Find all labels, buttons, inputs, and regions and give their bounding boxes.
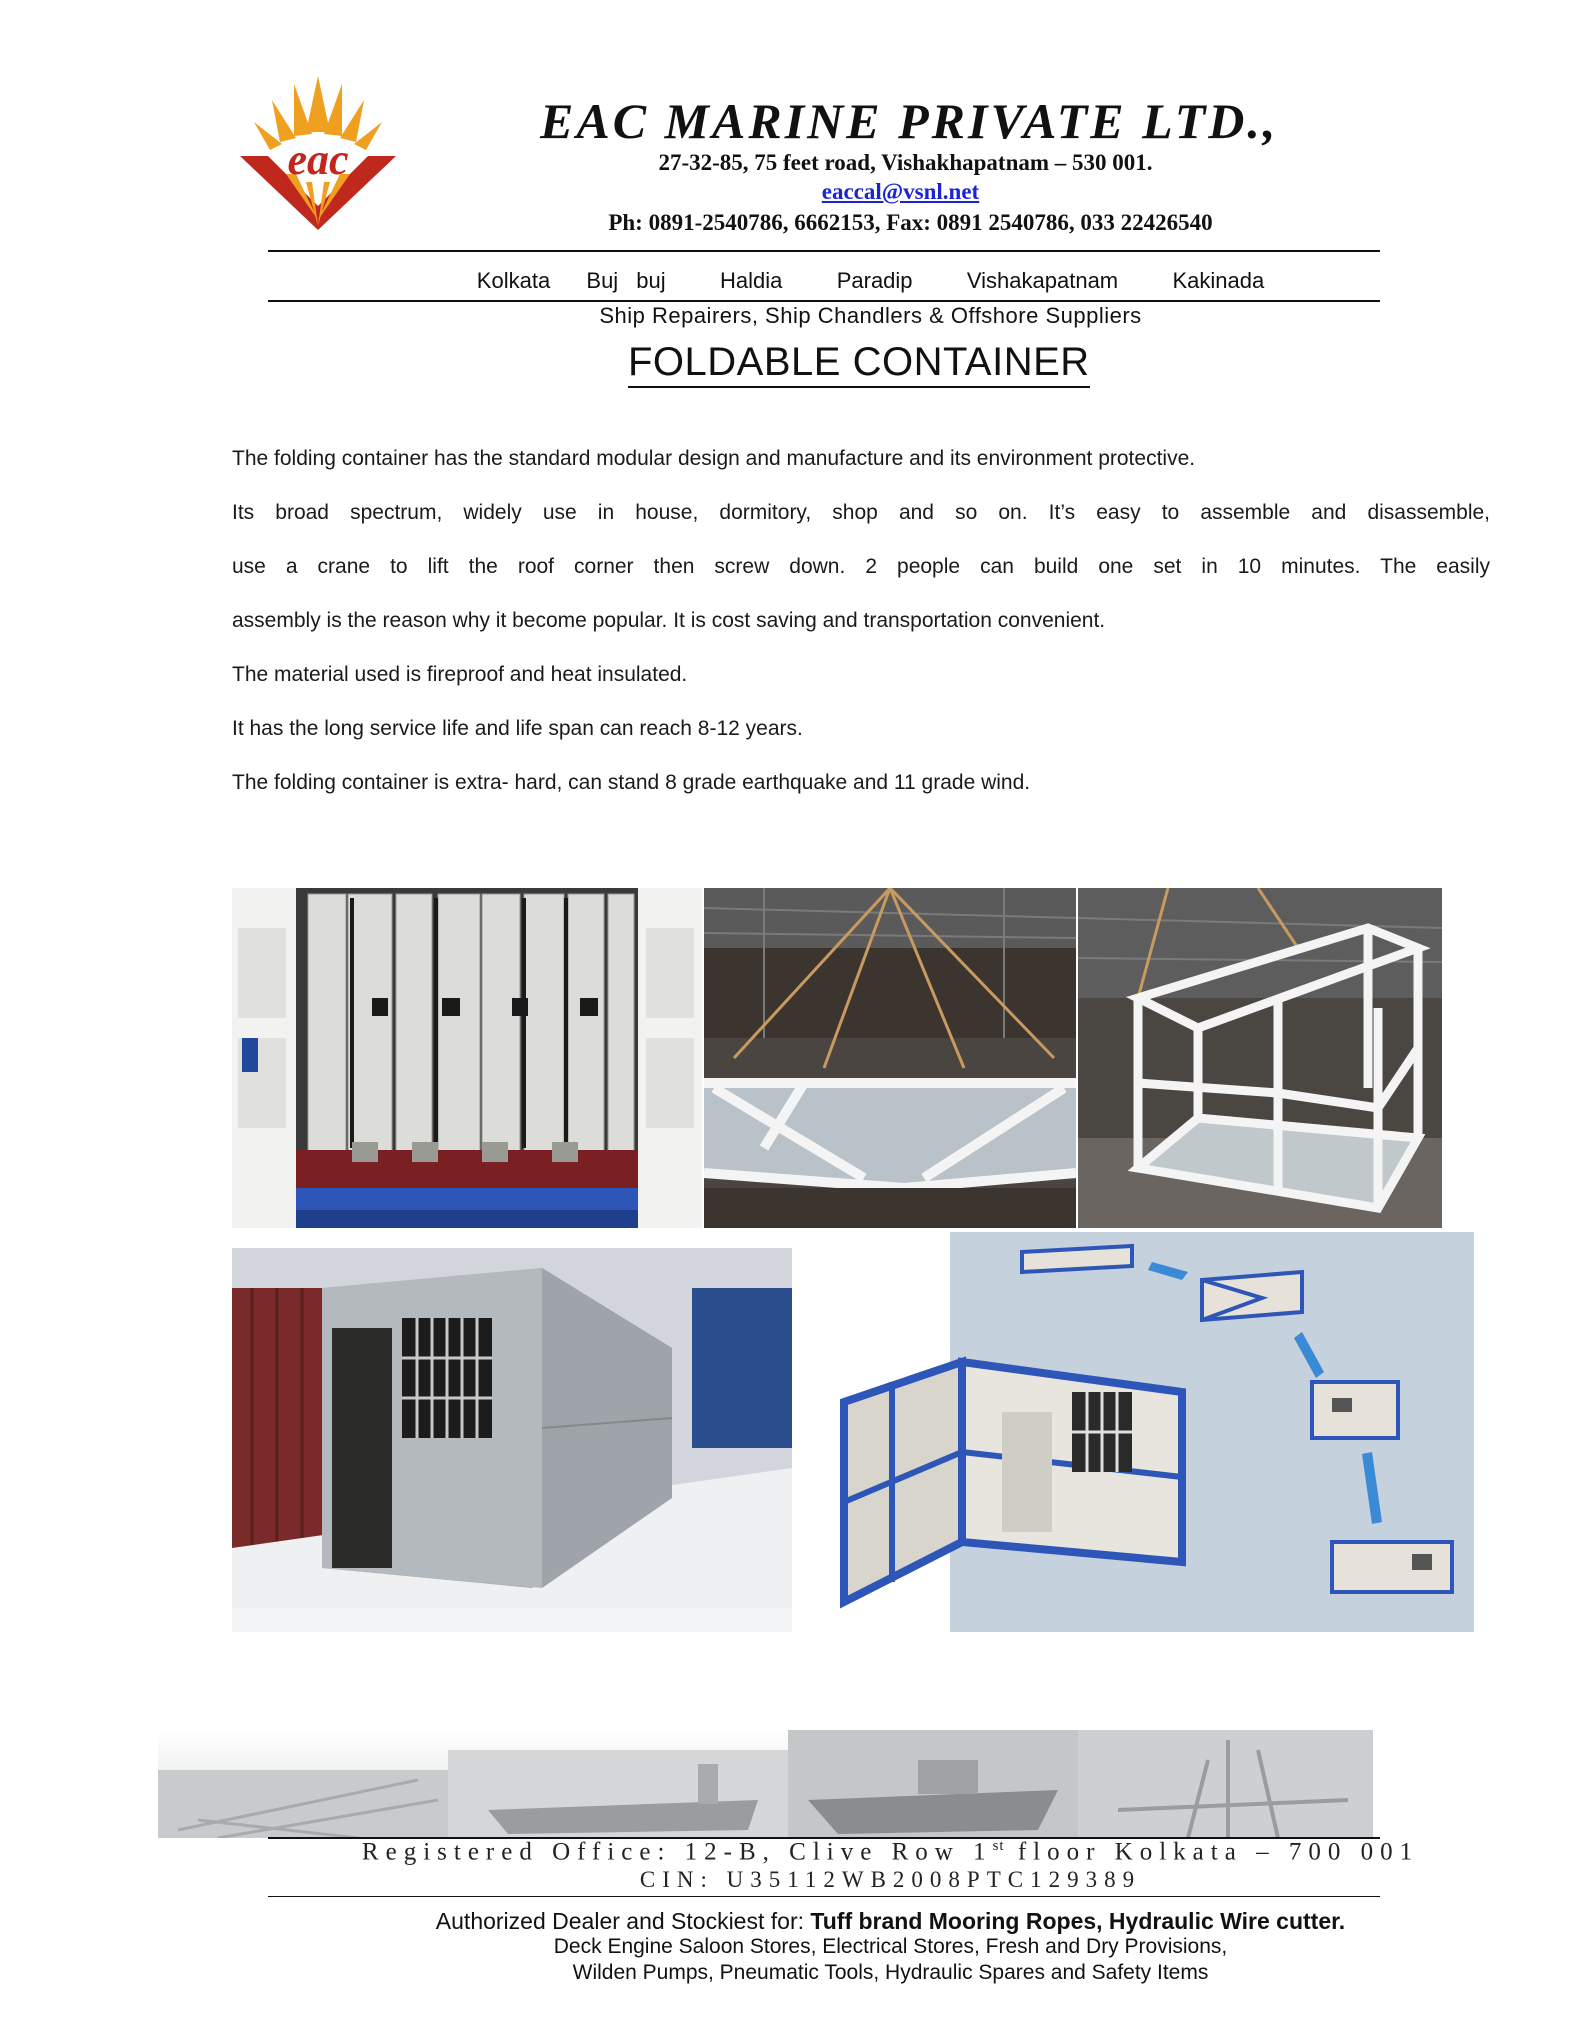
company-email-link[interactable]: eaccal@vsnl.net <box>821 179 980 204</box>
footer-divider-bottom <box>268 1896 1380 1897</box>
paragraph-line: The material used is fireproof and heat insulated. <box>232 663 688 686</box>
paragraph-line: Its broad spectrum, widely use in house, dormitory, shop and so on. It’s easy to assemble and disassemble, <box>232 501 1490 524</box>
footer-ships-banner <box>158 1730 1373 1838</box>
folding-process-diagram <box>832 1232 1474 1632</box>
paragraph-line: The folding container has the standard modular design and manufacture and its environment protective. <box>232 447 1196 470</box>
paragraph-line: use a crane to lift the roof corner then screw down. 2 people can build one set in 10 minutes. The easily <box>232 555 1490 578</box>
stores-line-1: Deck Engine Saloon Stores, Electrical Stores, Fresh and Dry Provisions, <box>553 1935 1228 1958</box>
logo-text: eac <box>287 135 349 184</box>
company-phone: Ph: 0891-2540786, 6662153, Fax: 0891 2540786, 033 22426540 <box>608 210 1213 235</box>
folded-containers-photo <box>232 888 702 1228</box>
paragraph-line: assembly is the reason why it become popular. It is cost saving and transportation convenient. <box>232 609 1106 632</box>
paragraph-line: It has the long service life and life span can reach 8-12 years. <box>232 717 803 740</box>
paragraph-line: The folding container is extra- hard, can stand 8 grade earthquake and 11 grade wind. <box>232 771 1031 794</box>
registered-office-floor-sup: st <box>992 1838 1005 1854</box>
header-divider-top <box>268 250 1380 252</box>
registered-office-text: Registered Office: 12-B, Clive Row 1 <box>361 1838 993 1866</box>
company-tagline: Ship Repairers, Ship Chandlers & Offshore Suppliers <box>599 303 1142 328</box>
company-address: 27-32-85, 75 feet road, Vishakhapatnam – 530 001. <box>658 150 1153 175</box>
company-cin: CIN: U35112WB2008PTC129389 <box>639 1867 1142 1892</box>
company-name: EAC MARINE PRIVATE LTD., <box>540 93 1279 149</box>
stores-line-2: Wilden Pumps, Pneumatic Tools, Hydraulic Spares and Safety Items <box>572 1961 1209 1984</box>
authorized-dealer-line <box>0 1908 1581 1935</box>
body-text <box>232 432 1490 810</box>
branch-list: Kolkata Buj buj Haldia Paradip Vishakapatnam Kakinada <box>476 268 1265 293</box>
frame-structure-photo <box>1078 888 1442 1228</box>
header-divider-bottom <box>268 300 1380 302</box>
crane-lifting-roof-photo <box>704 888 1076 1228</box>
document-title: FOLDABLE CONTAINER <box>628 338 1090 388</box>
dealer-prefix: Authorized Dealer and Stockiest for: <box>435 1908 811 1934</box>
container-in-snow-photo <box>232 1248 792 1632</box>
registered-office-city: floor Kolkata – 700 001 <box>1004 1838 1420 1866</box>
registered-office <box>0 1838 1581 1866</box>
dealer-brands: Tuff brand Mooring Ropes, Hydraulic Wire cutter. <box>810 1908 1346 1934</box>
